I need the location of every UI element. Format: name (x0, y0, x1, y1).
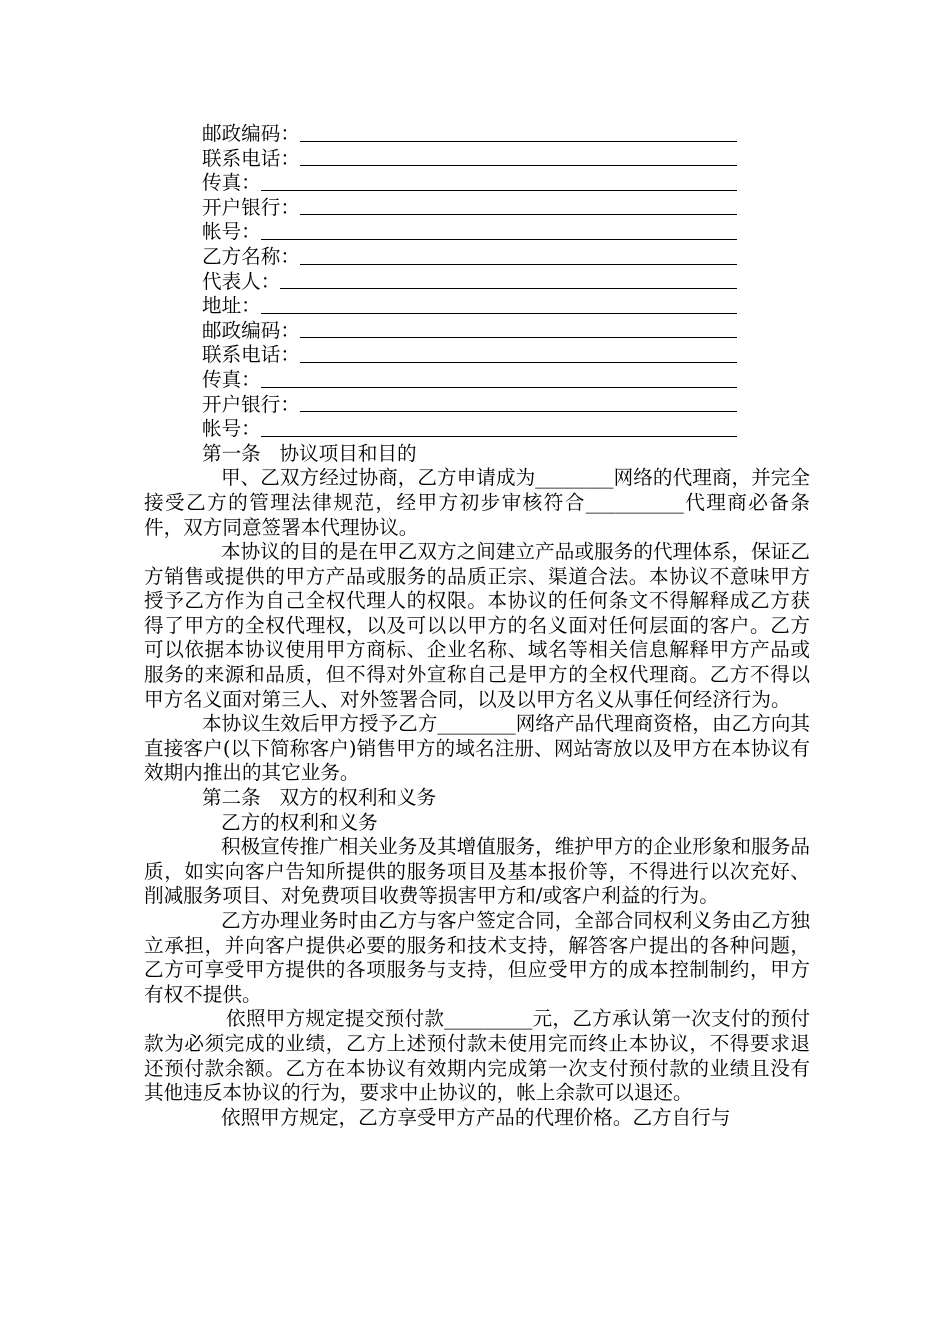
contract-body (144, 122, 810, 1130)
article-2-paragraph: 积极宣传推广相关业务及其增值服务，维护甲方的企业形象和服务品质，如实向客户告知所提供的服务项目及基本报价等，不得进行以次充好、削减服务项目、对免费项目收费等损害甲方和/或客户利益的行为。 (144, 835, 810, 908)
field-label: 联系电话： (202, 146, 300, 170)
article-1-paragraph: 本协议的目的是在甲乙双方之间建立产品或服务的代理体系，保证乙方销售或提供的甲方产品或服务的品质正宗、渠道合法。本协议不意味甲方授予乙方作为自己全权代理人的权限。本协议的任何条文不得解释成乙方获得了甲方的全权代理权，以及可以以甲方的名义面对任何层面的客户。乙方可以依据本协议使用甲方商标、企业名称、域名等相关信息解释甲方产品或服务的来源和品质，但不得对外宣称自己是甲方的全权代理商。乙方不得以甲方名义面对第三人、对外签署合同，以及以甲方名义从事任何经济行为。 (144, 540, 810, 711)
article-2-paragraph: 依照甲方规定提交预付款_________元，乙方承认第一次支付的预付款为必须完成的业绩，乙方上述预付款未使用完而终止本协议，不得要求退还预付款余额。乙方在本协议有效期内完成第一次支付预付款的业绩且没有其他违反本协议的行为，要求中止协议的，帐上余款可以退还。 (144, 1007, 810, 1105)
party-a-phone-field (144, 147, 737, 172)
field-label: 传真： (202, 171, 261, 195)
party-b-address-field (144, 294, 737, 319)
blank-line (300, 411, 737, 412)
blank-line (261, 313, 737, 314)
blank-line (300, 214, 737, 215)
field-label: 地址： (202, 294, 261, 318)
party-a-account-field (144, 220, 737, 245)
article-1-paragraph: 本协议生效后甲方授予乙方________网络产品代理商资格，由乙方向其直接客户(以下简称客户)销售甲方的域名注册、网站寄放以及甲方在本协议有效期内推出的其它业务。 (144, 712, 810, 785)
party-b-name-field (144, 245, 737, 270)
party-b-account-field (144, 417, 737, 442)
field-label: 帐号： (202, 417, 261, 441)
field-label: 联系电话： (202, 343, 300, 367)
field-label: 邮政编码： (202, 122, 300, 145)
blank-line (300, 337, 737, 338)
blank-line (261, 190, 737, 191)
party-a-postcode-field (144, 122, 737, 147)
blank-line (300, 362, 737, 363)
party-a-contact-fields (144, 122, 810, 245)
field-label: 帐号： (202, 220, 261, 244)
blank-line (261, 239, 737, 240)
party-a-bank-field (144, 196, 737, 221)
party-a-fax-field (144, 171, 737, 196)
field-label: 邮政编码： (202, 318, 300, 342)
field-label: 传真： (202, 367, 261, 391)
blank-line (300, 141, 737, 142)
article-2-paragraph: 依照甲方规定，乙方享受甲方产品的代理价格。乙方自行与 (221, 1105, 731, 1129)
blank-line (280, 288, 737, 289)
field-label: 乙方名称： (202, 244, 300, 268)
party-b-phone-field (144, 343, 737, 368)
field-label: 代表人： (202, 269, 281, 293)
article-2-subheading: 乙方的权利和义务 (221, 810, 378, 834)
party-b-bank-field (144, 393, 737, 418)
article-2-paragraph: 乙方办理业务时由乙方与客户签定合同，全部合同权利义务由乙方独立承担，并向客户提供必要的服务和技术支持，解答客户提出的各种问题，乙方可享受甲方提供的各项服务与支持，但应受甲方的成本控制制约，甲方有权不提供。 (144, 909, 810, 1006)
blank-line (261, 436, 737, 437)
article-1-paragraph: 甲、乙双方经过协商，乙方申请成为________网络的代理商，并完全接受乙方的管理法律规范，经甲方初步审核符合__________代理商必备条件，双方同意签署本代理协议。 (144, 466, 810, 539)
party-b-representative-field (144, 270, 737, 295)
field-label: 开户银行： (202, 392, 300, 416)
article-1-heading: 第一条 协议项目和目的 (202, 441, 417, 465)
party-b-postcode-field (144, 319, 737, 344)
article-2-heading: 第二条 双方的权利和义务 (202, 786, 437, 810)
blank-line (300, 264, 737, 265)
blank-line (261, 387, 737, 388)
party-b-fax-field (144, 368, 737, 393)
field-label: 开户银行： (202, 195, 300, 219)
party-b-fields (144, 245, 810, 442)
blank-line (300, 165, 737, 166)
